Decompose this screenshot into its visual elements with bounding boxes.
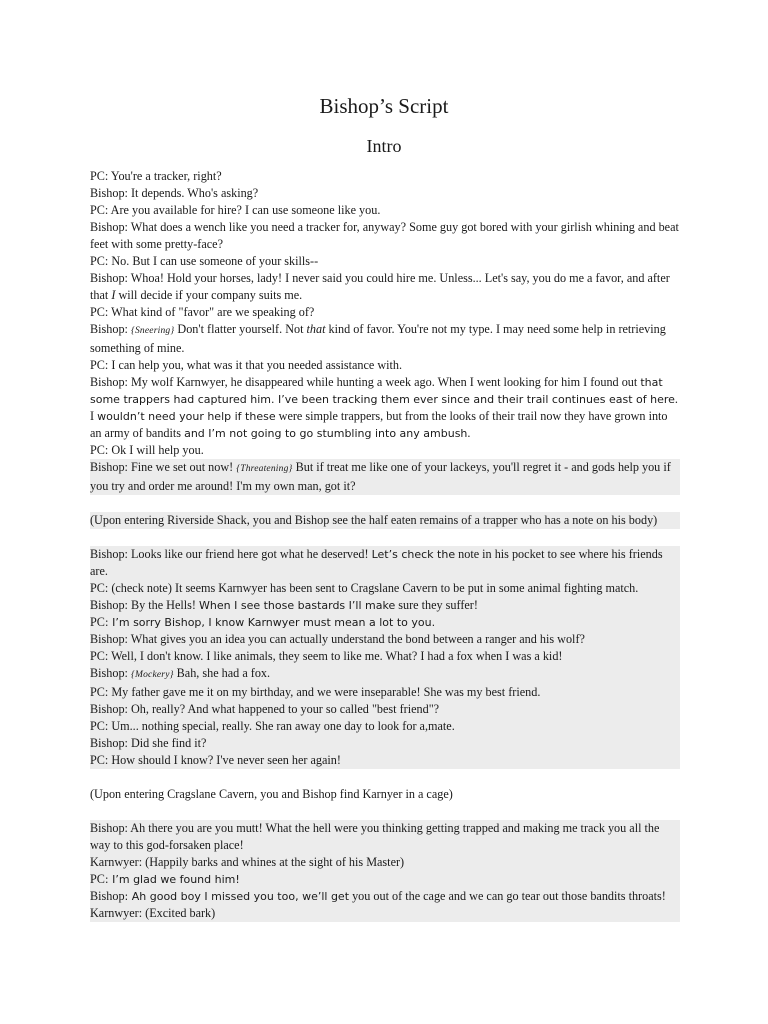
script-line: Bishop: What gives you an idea you can actually understand the bond between a ranger and his wolf?: [90, 631, 680, 648]
script-line: PC: You're a tracker, right?: [90, 169, 222, 183]
paragraph-gap: [90, 529, 680, 546]
script-line: PC: What kind of "favor" are we speaking of?: [90, 305, 315, 319]
stage-direction: {Threatening}: [236, 464, 293, 474]
emphasis-text: I: [111, 288, 116, 302]
scene-direction: (Upon entering Cragslane Cavern, you and Bishop find Karnyer in a cage): [90, 787, 453, 801]
edited-text: : I’m glad we found him!: [104, 873, 240, 886]
script-line: [90, 546, 680, 580]
script-line: Bishop: It depends. Who's asking?: [90, 186, 259, 200]
script-line: [90, 321, 680, 357]
script-line: [90, 374, 680, 442]
line-text: Don't flatter yourself. Not: [174, 322, 307, 336]
line-text: sure they suffer!: [395, 598, 478, 612]
line-text: But if treat me like one of your lackeys, you'll regret it - and gods help you if you try and order me around! I'm my own man, got it?: [90, 460, 671, 493]
script-line: PC: How should I know? I've never seen her again!: [90, 752, 680, 769]
stage-direction: {Sneering}: [130, 326, 175, 336]
paragraph-gap: [90, 769, 680, 786]
line-text: . I: [90, 392, 678, 423]
script-line: [90, 871, 680, 888]
emphasis-text: that: [306, 322, 326, 336]
line-text: note in his pocket to see where his friends are.: [90, 547, 663, 578]
script-line: Karnwyer: (Happily barks and whines at the sight of his Master): [90, 854, 680, 871]
line-text: Bishop: My wolf Karnwyer, he disappeared while hunting a week ago. When I went looking for him I found out: [90, 375, 641, 389]
paragraph-gap: [90, 495, 680, 512]
line-text: you out of the cage and we can go tear out those bandits throats!: [349, 889, 666, 903]
script-line: [90, 597, 680, 614]
script-line: PC: Um... nothing special, really. She ran away one day to look for a,mate.: [90, 718, 680, 735]
line-text: Bishop: By the Hells!: [90, 598, 200, 612]
document-title: Bishop’s Script: [319, 94, 449, 118]
line-text: PC: [90, 872, 105, 886]
edited-text: and I’m not going to go stumbling into any ambush: [184, 427, 468, 440]
script-line: Bishop: Ah there you are you mutt! What the hell were you thinking getting trapped and making me track you all the way to this god-forsaken place!: [90, 820, 680, 854]
edited-text: wouldn’t need your help if these: [97, 410, 276, 423]
script-line: PC: Well, I don't know. I like animals, they seem to like me. What? I had a fox when I was a kid!: [90, 648, 680, 665]
script-line: PC: (check note) It seems Karnwyer has been sent to Cragslane Cavern to be put in some animal fighting match.: [90, 580, 680, 597]
line-text: Bah, she had a fox.: [173, 666, 271, 680]
script-line: [90, 665, 680, 684]
line-text: kind of favor. You're not my type. I may need some help in retrieving something of mine.: [90, 322, 666, 355]
edited-text: : Ah good boy I missed you too, we’ll get: [124, 890, 350, 903]
line-text: Bishop:: [90, 666, 131, 680]
script-line: [90, 614, 680, 631]
edited-text: Let’s check the: [371, 548, 456, 561]
edited-text: that some trappers had captured him. I’ve been tracking them ever since and their trail continues east of here: [90, 376, 675, 406]
script-line: Bishop: What does a wench like you need a tracker for, anyway? Some guy got bored with your girlish whining and beat feet with some pretty-face?: [90, 220, 679, 251]
script-line: [90, 459, 680, 495]
line-text: PC: [90, 615, 105, 629]
script-line: PC: My father gave me it on my birthday, and we were inseparable! She was my best friend.: [90, 684, 680, 701]
section-heading: Intro: [366, 136, 402, 156]
line-text: Bishop: Fine we set out now!: [90, 460, 237, 474]
script-line: PC: Are you available for hire? I can use someone like you.: [90, 203, 381, 217]
script-line: PC: No. But I can use someone of your skills--: [90, 254, 319, 268]
script-line: Karnwyer: (Excited bark): [90, 905, 680, 922]
script-line: [90, 888, 680, 905]
script-line: Bishop: Oh, really? And what happened to your so called "best friend"?: [90, 701, 680, 718]
paragraph-gap: [90, 803, 680, 820]
edited-text: : I’m sorry Bishop, I know Karnwyer must mean a lot to you.: [104, 616, 436, 629]
script-line: [90, 270, 680, 304]
script-line: PC: I can help you, what was it that you needed assistance with.: [90, 358, 403, 372]
script-line: PC: Ok I will help you.: [90, 443, 204, 457]
line-text: Bishop:: [90, 322, 131, 336]
line-text: were simple trappers, but from the looks of their trail now they have grown into an army of bandits: [90, 409, 668, 440]
scene-direction: (Upon entering Riverside Shack, you and Bishop see the half eaten remains of a trapper who has a note on his body): [90, 512, 680, 529]
script-body: [90, 168, 680, 922]
line-text: Bishop: Looks like our friend here got what he deserved!: [90, 547, 372, 561]
line-text: Bishop: Whoa! Hold your horses, lady! I never said you could hire me. Unless... Let's say, you do me a favor, and after that: [90, 271, 670, 302]
line-text: .: [467, 426, 471, 440]
line-text: will decide if your company suits me.: [115, 288, 303, 302]
edited-text: When I see those bastards I’ll make: [199, 599, 396, 612]
stage-direction: {Mockery}: [130, 670, 174, 680]
script-line: Bishop: Did she find it?: [90, 735, 680, 752]
line-text: Bishop: [90, 889, 125, 903]
